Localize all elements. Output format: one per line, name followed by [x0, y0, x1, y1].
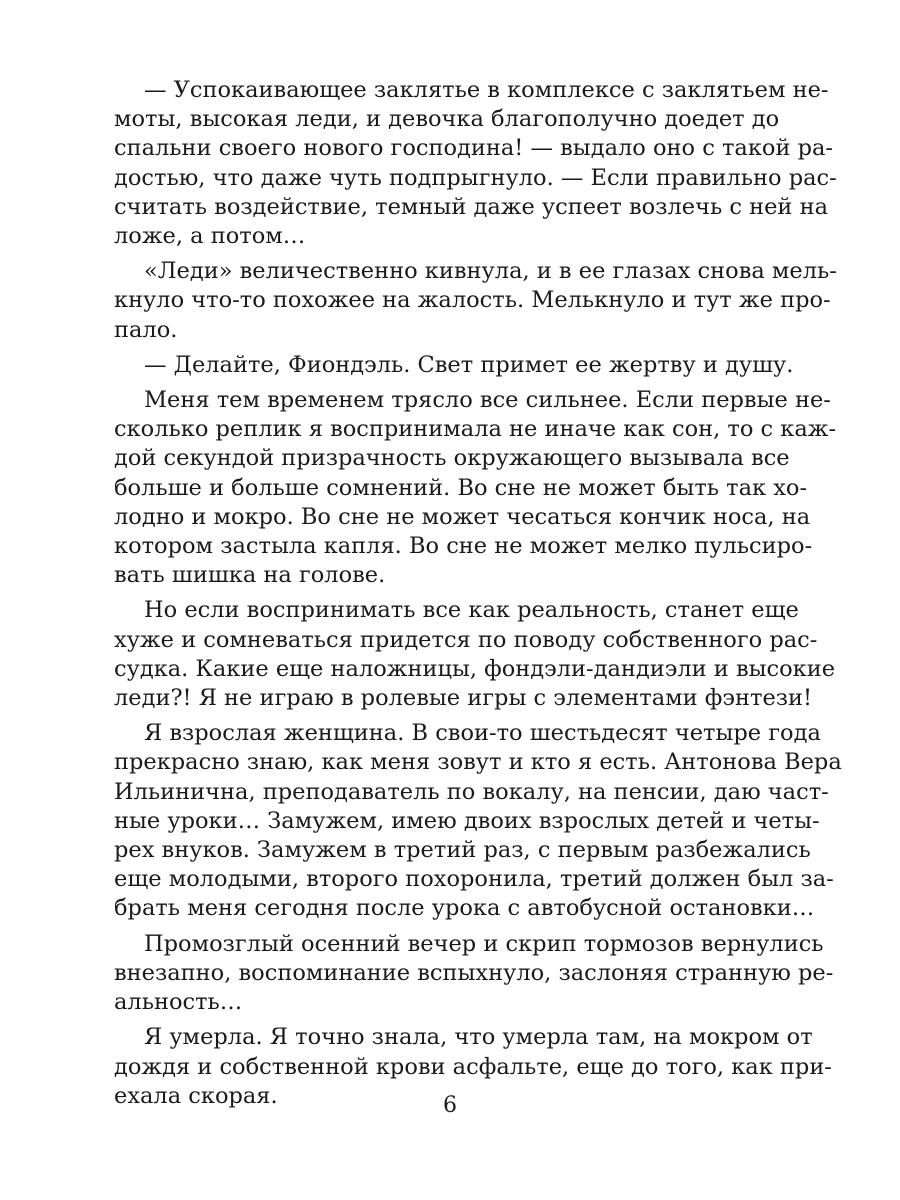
text-line: вать шишка на голове.	[114, 562, 386, 589]
text-line: лодно и мокро. Во сне не может чесаться кончик носа, на	[114, 503, 811, 530]
text-line: пало.	[114, 316, 178, 343]
text-line: леди?! Я не играю в ролевые игры с элементами фэнтези!	[114, 685, 813, 712]
text-line: Но если воспринимать все как реальность, станет еще	[144, 597, 799, 624]
text-line: спальни своего нового господина! — выдало оно с такой ра-	[114, 135, 834, 162]
text-line: «Леди» величественно кивнула, и в ее глазах снова мель-	[144, 258, 837, 285]
paragraph-3	[114, 351, 794, 380]
text-line: кнуло что-то похожее на жалость. Мелькнуло и тут же про-	[114, 287, 831, 314]
page-body	[114, 76, 842, 1117]
text-line: Я взрослая женщина. В свои-то шестьдесят четыре года	[144, 720, 821, 747]
text-line: сколько реплик я воспринимала не иначе как сон, то с каж-	[114, 416, 837, 443]
text-line: — Успокаивающее заклятье в комплексе с заклятьем не-	[144, 77, 829, 103]
text-line: ложе, а потом…	[114, 223, 306, 250]
paragraph-5	[114, 596, 836, 713]
text-line: хуже и сомневаться придется по поводу собственного рас-	[114, 626, 818, 653]
text-line: рех внуков. Замужем в третий раз, с первым разбежались	[114, 837, 811, 864]
text-line: считать воздействие, темный даже успеет возлечь с ней на	[114, 193, 828, 220]
text-line: Я умерла. Я точно знала, что умерла там, на мокром от	[144, 1024, 813, 1051]
paragraph-7	[114, 930, 834, 1018]
text-line: больше и больше сомнений. Во сне не может быть так хо-	[114, 474, 808, 501]
text-line: судка. Какие еще наложницы, фондэли-дандиэли и высокие	[114, 655, 836, 682]
text-line: альность…	[114, 989, 243, 1016]
text-line: еще молодыми, второго похоронила, третий должен был за-	[114, 866, 834, 893]
text-line: моты, высокая леди, и девочка благополучно доедет до	[114, 106, 780, 133]
paragraph-1	[114, 76, 837, 251]
text-line: Ильинична, преподаватель по вокалу, на пенсии, даю част-	[114, 778, 829, 805]
text-line: дой секундой призрачность окружающего вызывала все	[114, 445, 790, 472]
text-line: — Делайте, Фиондэль. Свет примет ее жертву и душу.	[144, 351, 794, 378]
text-line: внезапно, воспоминание вспыхнуло, заслоняя странную ре-	[114, 959, 834, 986]
text-line: ехала скорая.	[114, 1082, 278, 1109]
text-line: прекрасно знаю, как меня зовут и кто я есть. Антонова Вера	[114, 749, 842, 776]
page-number: 6	[443, 1093, 457, 1118]
text-line: Меня тем временем трясло все сильнее. Если первые не-	[144, 387, 831, 414]
paragraph-4	[114, 386, 837, 590]
text-line: дождя и собственной крови асфальте, еще до того, как при-	[114, 1053, 832, 1080]
text-line: котором застыла капля. Во сне не может мелко пульсиро-	[114, 533, 813, 560]
text-line: брать меня сегодня после урока с автобусной остановки…	[114, 895, 815, 922]
paragraph-6	[114, 719, 842, 923]
text-line: достью, что даже чуть подпрыгнуло. — Если правильно рас-	[114, 164, 837, 191]
text-line: ные уроки… Замужем, имею двоих взрослых детей и четы-	[114, 807, 820, 834]
text-line: Промозглый осенний вечер и скрип тормозов вернулись	[144, 930, 824, 957]
paragraph-2	[114, 257, 837, 345]
